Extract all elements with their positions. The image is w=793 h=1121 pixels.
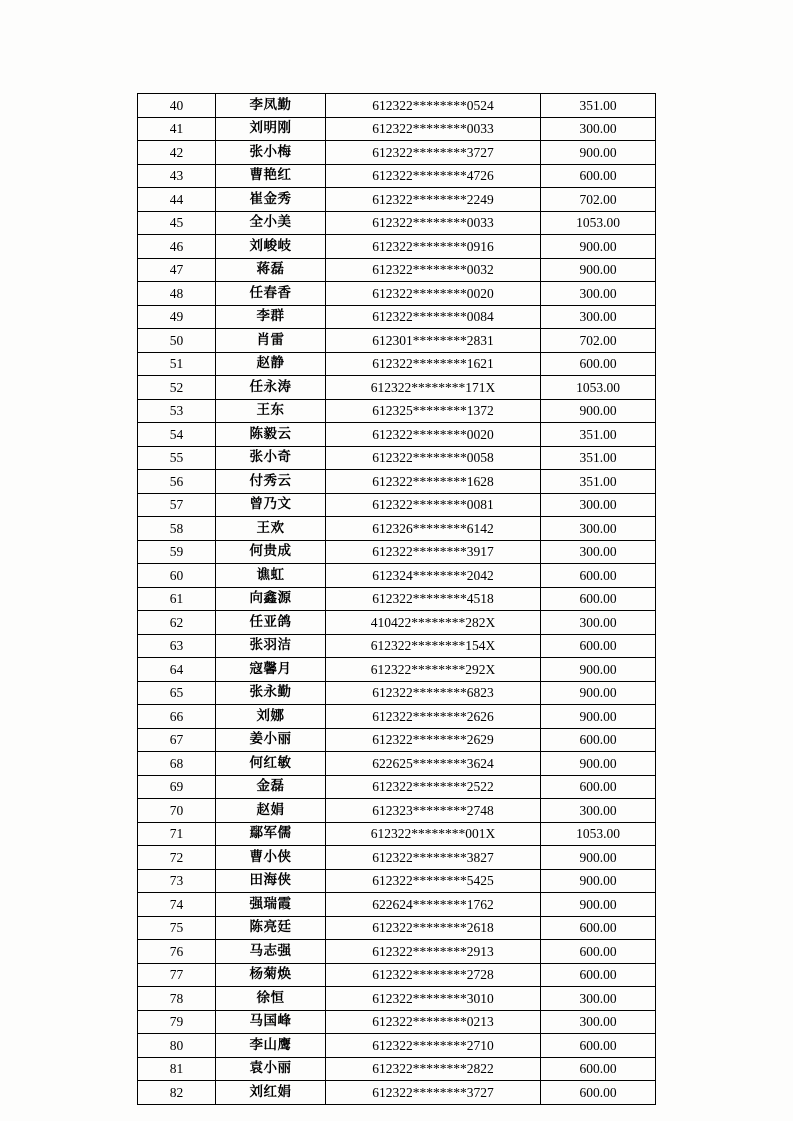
row-index: 41 bbox=[138, 117, 216, 141]
table-container bbox=[137, 93, 655, 1105]
row-name: 马国峰 bbox=[216, 1010, 326, 1034]
row-index: 62 bbox=[138, 611, 216, 635]
table-row bbox=[138, 1010, 656, 1034]
row-id-number: 612322********0033 bbox=[326, 117, 541, 141]
row-name: 赵静 bbox=[216, 352, 326, 376]
row-index: 50 bbox=[138, 329, 216, 353]
table-row bbox=[138, 564, 656, 588]
row-name: 全小美 bbox=[216, 211, 326, 235]
row-index: 54 bbox=[138, 423, 216, 447]
row-name: 崔金秀 bbox=[216, 188, 326, 212]
row-name: 曾乃文 bbox=[216, 493, 326, 517]
row-id-number: 612322********001X bbox=[326, 822, 541, 846]
table-row bbox=[138, 775, 656, 799]
row-index: 66 bbox=[138, 705, 216, 729]
row-amount: 351.00 bbox=[541, 470, 656, 494]
row-amount: 1053.00 bbox=[541, 376, 656, 400]
row-amount: 300.00 bbox=[541, 282, 656, 306]
row-id-number: 612322********2629 bbox=[326, 728, 541, 752]
row-id-number: 612322********3827 bbox=[326, 846, 541, 870]
row-amount: 1053.00 bbox=[541, 211, 656, 235]
table-body bbox=[138, 94, 656, 1105]
row-amount: 900.00 bbox=[541, 705, 656, 729]
row-id-number: 612322********2626 bbox=[326, 705, 541, 729]
row-amount: 600.00 bbox=[541, 940, 656, 964]
row-name: 肖雷 bbox=[216, 329, 326, 353]
row-name: 张小奇 bbox=[216, 446, 326, 470]
row-name: 李山鹰 bbox=[216, 1034, 326, 1058]
row-id-number: 612322********0020 bbox=[326, 423, 541, 447]
row-amount: 600.00 bbox=[541, 1034, 656, 1058]
row-id-number: 612322********2822 bbox=[326, 1057, 541, 1081]
row-amount: 600.00 bbox=[541, 775, 656, 799]
row-index: 80 bbox=[138, 1034, 216, 1058]
row-amount: 300.00 bbox=[541, 305, 656, 329]
row-amount: 900.00 bbox=[541, 681, 656, 705]
row-id-number: 612322********154X bbox=[326, 634, 541, 658]
table-row bbox=[138, 728, 656, 752]
row-amount: 600.00 bbox=[541, 1057, 656, 1081]
row-id-number: 612322********0213 bbox=[326, 1010, 541, 1034]
row-index: 56 bbox=[138, 470, 216, 494]
row-id-number: 612322********3010 bbox=[326, 987, 541, 1011]
row-amount: 600.00 bbox=[541, 564, 656, 588]
row-name: 王东 bbox=[216, 399, 326, 423]
row-index: 45 bbox=[138, 211, 216, 235]
table-row bbox=[138, 1081, 656, 1105]
row-name: 徐恒 bbox=[216, 987, 326, 1011]
row-index: 58 bbox=[138, 517, 216, 541]
row-id-number: 410422********282X bbox=[326, 611, 541, 635]
row-name: 刘娜 bbox=[216, 705, 326, 729]
row-id-number: 612322********0916 bbox=[326, 235, 541, 259]
row-amount: 900.00 bbox=[541, 258, 656, 282]
table-row bbox=[138, 305, 656, 329]
table-row bbox=[138, 916, 656, 940]
row-index: 65 bbox=[138, 681, 216, 705]
row-amount: 300.00 bbox=[541, 117, 656, 141]
table-row bbox=[138, 399, 656, 423]
row-index: 78 bbox=[138, 987, 216, 1011]
table-row bbox=[138, 1034, 656, 1058]
row-name: 田海侠 bbox=[216, 869, 326, 893]
row-index: 43 bbox=[138, 164, 216, 188]
row-id-number: 612322********2618 bbox=[326, 916, 541, 940]
row-amount: 600.00 bbox=[541, 634, 656, 658]
row-id-number: 612322********2522 bbox=[326, 775, 541, 799]
row-amount: 600.00 bbox=[541, 728, 656, 752]
row-amount: 702.00 bbox=[541, 329, 656, 353]
table-row bbox=[138, 822, 656, 846]
row-id-number: 612322********171X bbox=[326, 376, 541, 400]
table-row bbox=[138, 681, 656, 705]
row-index: 64 bbox=[138, 658, 216, 682]
table-row bbox=[138, 752, 656, 776]
row-id-number: 612322********0084 bbox=[326, 305, 541, 329]
row-index: 70 bbox=[138, 799, 216, 823]
row-name: 强瑞霞 bbox=[216, 893, 326, 917]
row-index: 49 bbox=[138, 305, 216, 329]
row-index: 75 bbox=[138, 916, 216, 940]
row-name: 杨菊焕 bbox=[216, 963, 326, 987]
row-amount: 300.00 bbox=[541, 799, 656, 823]
row-amount: 351.00 bbox=[541, 423, 656, 447]
table-row bbox=[138, 282, 656, 306]
row-amount: 300.00 bbox=[541, 1010, 656, 1034]
row-id-number: 612322********4518 bbox=[326, 587, 541, 611]
row-amount: 702.00 bbox=[541, 188, 656, 212]
table-row bbox=[138, 940, 656, 964]
table-row bbox=[138, 658, 656, 682]
table-row bbox=[138, 493, 656, 517]
row-name: 何红敏 bbox=[216, 752, 326, 776]
row-id-number: 612322********6823 bbox=[326, 681, 541, 705]
table-row bbox=[138, 258, 656, 282]
row-index: 81 bbox=[138, 1057, 216, 1081]
row-index: 55 bbox=[138, 446, 216, 470]
table-row bbox=[138, 705, 656, 729]
row-name: 寇馨月 bbox=[216, 658, 326, 682]
table-row bbox=[138, 94, 656, 118]
row-amount: 600.00 bbox=[541, 963, 656, 987]
table-row bbox=[138, 423, 656, 447]
row-id-number: 612322********2710 bbox=[326, 1034, 541, 1058]
row-id-number: 612324********2042 bbox=[326, 564, 541, 588]
row-id-number: 612322********2913 bbox=[326, 940, 541, 964]
row-amount: 900.00 bbox=[541, 752, 656, 776]
table-row bbox=[138, 611, 656, 635]
row-id-number: 612301********2831 bbox=[326, 329, 541, 353]
table-row bbox=[138, 634, 656, 658]
row-name: 付秀云 bbox=[216, 470, 326, 494]
row-amount: 900.00 bbox=[541, 399, 656, 423]
table-row bbox=[138, 893, 656, 917]
row-amount: 351.00 bbox=[541, 94, 656, 118]
row-id-number: 612322********3917 bbox=[326, 540, 541, 564]
row-amount: 1053.00 bbox=[541, 822, 656, 846]
table-row bbox=[138, 517, 656, 541]
row-amount: 300.00 bbox=[541, 493, 656, 517]
row-name: 姜小丽 bbox=[216, 728, 326, 752]
row-name: 陈亮廷 bbox=[216, 916, 326, 940]
row-id-number: 612323********2748 bbox=[326, 799, 541, 823]
row-name: 陈毅云 bbox=[216, 423, 326, 447]
row-id-number: 622624********1762 bbox=[326, 893, 541, 917]
row-name: 曹艳红 bbox=[216, 164, 326, 188]
row-name: 李凤勤 bbox=[216, 94, 326, 118]
row-name: 李群 bbox=[216, 305, 326, 329]
table-row bbox=[138, 846, 656, 870]
table-row bbox=[138, 799, 656, 823]
row-name: 张小梅 bbox=[216, 141, 326, 165]
row-name: 刘明刚 bbox=[216, 117, 326, 141]
table-row bbox=[138, 587, 656, 611]
row-id-number: 612322********0081 bbox=[326, 493, 541, 517]
row-index: 63 bbox=[138, 634, 216, 658]
row-index: 61 bbox=[138, 587, 216, 611]
row-index: 59 bbox=[138, 540, 216, 564]
table-row bbox=[138, 352, 656, 376]
row-id-number: 612322********2728 bbox=[326, 963, 541, 987]
row-amount: 900.00 bbox=[541, 893, 656, 917]
row-name: 蒋磊 bbox=[216, 258, 326, 282]
row-amount: 300.00 bbox=[541, 987, 656, 1011]
table-row bbox=[138, 540, 656, 564]
table-row bbox=[138, 164, 656, 188]
row-name: 王欢 bbox=[216, 517, 326, 541]
row-name: 任永涛 bbox=[216, 376, 326, 400]
row-index: 57 bbox=[138, 493, 216, 517]
row-index: 67 bbox=[138, 728, 216, 752]
row-index: 77 bbox=[138, 963, 216, 987]
row-index: 42 bbox=[138, 141, 216, 165]
row-amount: 900.00 bbox=[541, 658, 656, 682]
row-amount: 900.00 bbox=[541, 846, 656, 870]
row-index: 74 bbox=[138, 893, 216, 917]
row-index: 48 bbox=[138, 282, 216, 306]
row-id-number: 622625********3624 bbox=[326, 752, 541, 776]
row-amount: 351.00 bbox=[541, 446, 656, 470]
table-row bbox=[138, 963, 656, 987]
row-amount: 300.00 bbox=[541, 517, 656, 541]
beneficiary-table bbox=[137, 93, 656, 1105]
row-amount: 600.00 bbox=[541, 916, 656, 940]
row-name: 向鑫源 bbox=[216, 587, 326, 611]
row-id-number: 612322********0033 bbox=[326, 211, 541, 235]
table-row bbox=[138, 470, 656, 494]
row-name: 谯虹 bbox=[216, 564, 326, 588]
row-name: 何贵成 bbox=[216, 540, 326, 564]
row-name: 刘峻岐 bbox=[216, 235, 326, 259]
row-index: 71 bbox=[138, 822, 216, 846]
row-index: 73 bbox=[138, 869, 216, 893]
row-id-number: 612322********0058 bbox=[326, 446, 541, 470]
table-row bbox=[138, 1057, 656, 1081]
row-id-number: 612322********0032 bbox=[326, 258, 541, 282]
table-row bbox=[138, 211, 656, 235]
row-index: 60 bbox=[138, 564, 216, 588]
row-amount: 600.00 bbox=[541, 164, 656, 188]
row-name: 张永勤 bbox=[216, 681, 326, 705]
row-index: 72 bbox=[138, 846, 216, 870]
table-row bbox=[138, 376, 656, 400]
row-name: 金磊 bbox=[216, 775, 326, 799]
row-id-number: 612322********1621 bbox=[326, 352, 541, 376]
row-amount: 300.00 bbox=[541, 611, 656, 635]
table-row bbox=[138, 987, 656, 1011]
row-id-number: 612325********1372 bbox=[326, 399, 541, 423]
row-name: 鄢军儒 bbox=[216, 822, 326, 846]
row-id-number: 612322********0524 bbox=[326, 94, 541, 118]
row-id-number: 612322********3727 bbox=[326, 141, 541, 165]
row-id-number: 612326********6142 bbox=[326, 517, 541, 541]
table-row bbox=[138, 329, 656, 353]
row-id-number: 612322********2249 bbox=[326, 188, 541, 212]
row-name: 任亚鸽 bbox=[216, 611, 326, 635]
table-row bbox=[138, 117, 656, 141]
row-index: 69 bbox=[138, 775, 216, 799]
row-amount: 900.00 bbox=[541, 235, 656, 259]
row-index: 47 bbox=[138, 258, 216, 282]
row-name: 任春香 bbox=[216, 282, 326, 306]
row-id-number: 612322********0020 bbox=[326, 282, 541, 306]
row-name: 赵娟 bbox=[216, 799, 326, 823]
row-amount: 900.00 bbox=[541, 869, 656, 893]
row-index: 79 bbox=[138, 1010, 216, 1034]
row-index: 52 bbox=[138, 376, 216, 400]
row-index: 82 bbox=[138, 1081, 216, 1105]
row-amount: 600.00 bbox=[541, 352, 656, 376]
row-index: 51 bbox=[138, 352, 216, 376]
row-id-number: 612322********292X bbox=[326, 658, 541, 682]
row-index: 46 bbox=[138, 235, 216, 259]
row-id-number: 612322********3727 bbox=[326, 1081, 541, 1105]
row-amount: 300.00 bbox=[541, 540, 656, 564]
row-id-number: 612322********1628 bbox=[326, 470, 541, 494]
row-index: 76 bbox=[138, 940, 216, 964]
row-id-number: 612322********5425 bbox=[326, 869, 541, 893]
table-row bbox=[138, 869, 656, 893]
row-amount: 600.00 bbox=[541, 1081, 656, 1105]
row-index: 44 bbox=[138, 188, 216, 212]
row-index: 40 bbox=[138, 94, 216, 118]
row-index: 68 bbox=[138, 752, 216, 776]
row-amount: 900.00 bbox=[541, 141, 656, 165]
table-row bbox=[138, 235, 656, 259]
row-name: 曹小侠 bbox=[216, 846, 326, 870]
row-index: 53 bbox=[138, 399, 216, 423]
table-row bbox=[138, 446, 656, 470]
row-id-number: 612322********4726 bbox=[326, 164, 541, 188]
row-name: 袁小丽 bbox=[216, 1057, 326, 1081]
row-name: 马志强 bbox=[216, 940, 326, 964]
table-row bbox=[138, 141, 656, 165]
table-row bbox=[138, 188, 656, 212]
row-amount: 600.00 bbox=[541, 587, 656, 611]
row-name: 张羽洁 bbox=[216, 634, 326, 658]
row-name: 刘红娟 bbox=[216, 1081, 326, 1105]
